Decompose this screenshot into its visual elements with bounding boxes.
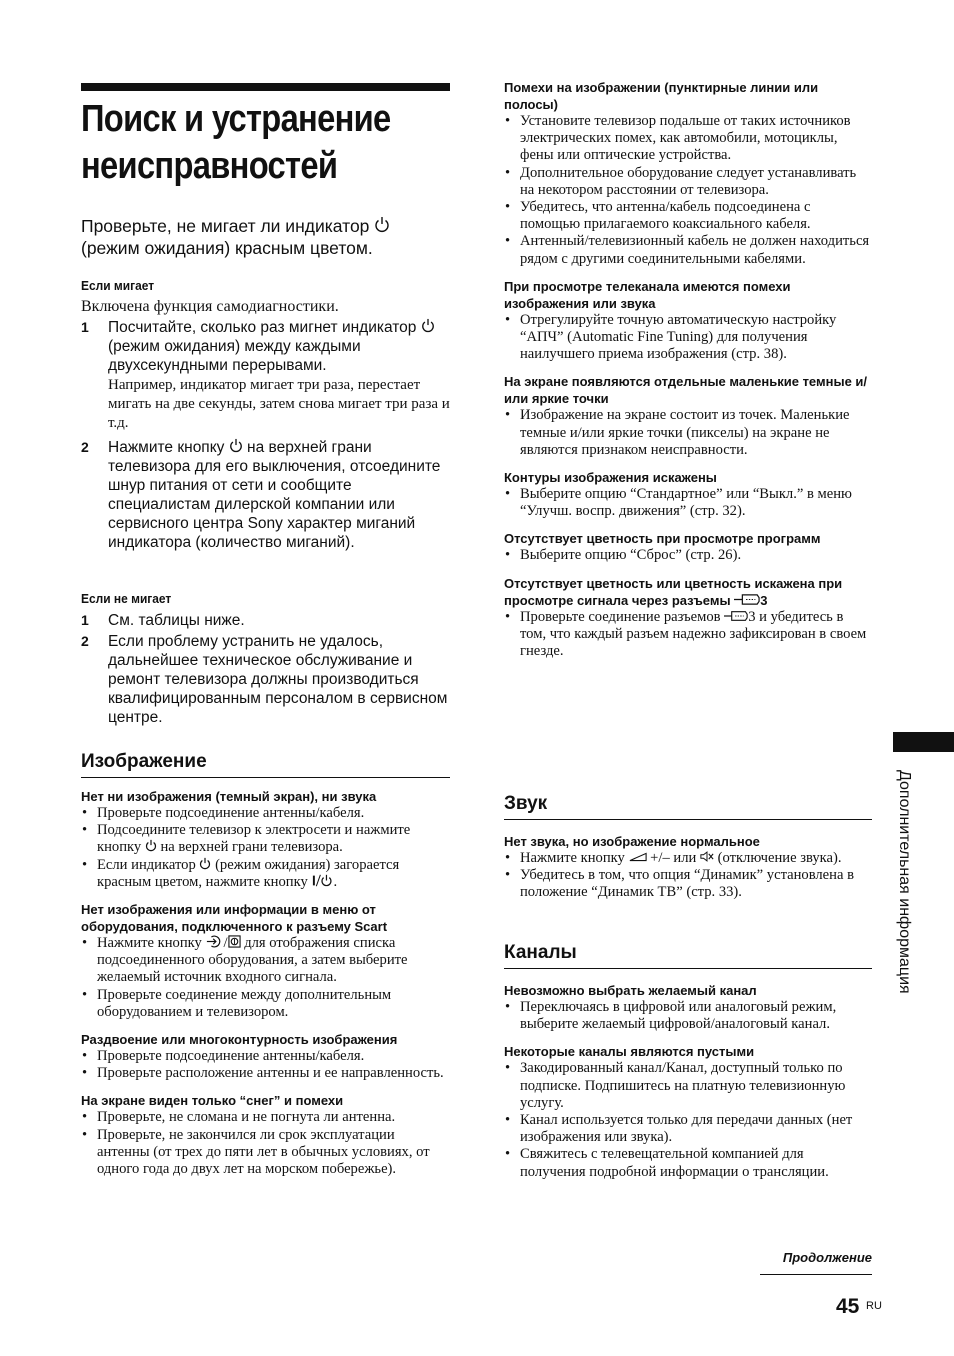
interference-list bbox=[504, 312, 872, 364]
list-item: • Проверьте соединение между дополнительным оборудованием и телевизором. bbox=[81, 987, 450, 1021]
no-color-list bbox=[504, 547, 872, 564]
not-blinking-section bbox=[81, 590, 451, 727]
external-input-icon bbox=[228, 935, 241, 948]
color-distorted-list bbox=[504, 609, 872, 661]
picture-problem-2-title: Нет изображения или информации в меню от оборудования, подключенного к разъему Scart bbox=[81, 902, 388, 935]
noise-title: Помехи на изображении (пунктирные линии или полосы) bbox=[504, 80, 819, 112]
page-number: 45 bbox=[836, 1295, 860, 1318]
blinking-step-1: 1 Посчитайте, сколько раз мигнет индикатор (режим ожидания) между каждыми двухсекундными перерывами. Например, индикатор мигает три раза, перестает мигать на две секунды, затем снова мигает три раза и т.д. bbox=[81, 319, 450, 431]
list-item: • Дополнительное оборудование следует устанавливать на некотором расстоянии от телевизора. bbox=[504, 165, 872, 199]
page-language: RU bbox=[866, 1300, 882, 1312]
picture-heading: Изображение bbox=[81, 750, 450, 778]
sound-heading: Звук bbox=[504, 792, 872, 820]
channels-problem-1-list bbox=[504, 999, 872, 1033]
list-item: • Убедитесь, что антенна/кабель подсоединена с помощью прилагаемого коаксиального кабеля. bbox=[504, 199, 872, 233]
power-standby-icon bbox=[311, 874, 333, 887]
power-icon bbox=[421, 318, 435, 333]
list-item: • Антенный/телевизионный кабель не должен находиться рядом с другими соединительными кабелями. bbox=[504, 233, 872, 267]
mute-icon bbox=[700, 850, 714, 863]
list-item: • Проверьте расположение антенны и ее направленность. bbox=[81, 1065, 450, 1082]
list-item: • Канал используется только для передачи данных (нет изображения или звука). bbox=[504, 1112, 872, 1146]
picture-problem-4-title: На экране виден только “снег” и помехи bbox=[81, 1093, 344, 1109]
list-item: • Выберите опцию “Сброс” (стр. 26). bbox=[504, 547, 872, 564]
picture-problem-1-list bbox=[81, 805, 450, 891]
picture-problem-4-list bbox=[81, 1109, 450, 1178]
list-item: • Подсоедините телевизор к электросети и нажмите кнопку на верхней грани телевизора. bbox=[81, 822, 450, 856]
blinking-intro: Включена функция самодиагностики. bbox=[81, 298, 339, 315]
lead-text: Проверьте, не мигает ли индикатор (режим ожидания) красным цветом. bbox=[81, 215, 451, 259]
picture-problem-1-title: Нет ни изображения (темный экран), ни звука bbox=[81, 789, 377, 804]
list-item: • Закодированный канал/Канал, доступный только по подписке. Подпишитесь на платную телевизионную услугу. bbox=[504, 1060, 872, 1112]
dots-title: На экране появляются отдельные маленькие темные и/или яркие точки bbox=[504, 374, 868, 407]
right-column bbox=[504, 79, 872, 660]
noise-list bbox=[504, 113, 872, 268]
interference-title: При просмотре телеканала имеются помехи изображения или звука bbox=[504, 278, 791, 311]
channels-section bbox=[504, 941, 872, 1181]
power-icon bbox=[145, 839, 157, 852]
list-item: • Выберите опцию “Стандартное” или “Выкл.” в меню “Улучш. воспр. движения” (стр. 32). bbox=[504, 486, 872, 520]
blinking-heading: Если мигает bbox=[81, 278, 155, 293]
channels-heading: Каналы bbox=[504, 941, 872, 969]
scart-connector-icon bbox=[734, 593, 760, 606]
picture-problem-2-list bbox=[81, 935, 450, 1021]
list-item: • Изображение на экране состоит из точек. Маленькие темные и/или яркие точки (пикселы) на экране не являются признаком неисправности. bbox=[504, 407, 872, 459]
blinking-step-1-note: Например, индикатор мигает три раза, перестает мигать на две секунды, затем снова мигает три раза и т.д. bbox=[108, 377, 450, 431]
picture-section bbox=[81, 750, 450, 1178]
list-item: • Переключаясь в цифровой или аналоговый режим, выберите желаемый цифровой/аналоговый канал. bbox=[504, 999, 872, 1033]
channels-problem-2-list bbox=[504, 1060, 872, 1180]
list-item: • Если индикатор (режим ожидания) загорается красным цветом, нажмите кнопку . bbox=[81, 857, 450, 891]
channels-problem-1-title: Невозможно выбрать желаемый канал bbox=[504, 983, 757, 998]
contours-title: Контуры изображения искажены bbox=[504, 470, 717, 486]
power-icon bbox=[229, 438, 243, 453]
input-select-icon bbox=[206, 935, 224, 948]
not-blinking-heading: Если не мигает bbox=[81, 591, 172, 606]
page-title: Поиск и устранение неисправностей bbox=[81, 98, 391, 187]
list-item: • Проверьте, не закончился ли срок эксплуатации антенны (от трех до пяти лет в обычных условиях, от одного года до двух лет на морском побережье). bbox=[81, 1127, 450, 1179]
no-color-title: Отсутствует цветность при просмотре программ bbox=[504, 531, 821, 547]
volume-icon bbox=[629, 852, 647, 862]
list-item: • Проверьте подсоединение антенны/кабеля. bbox=[81, 805, 450, 822]
not-blinking-step-2: 2 Если проблему устранить не удалось, дальнейшее техническое обслуживание и ремонт телевизора должны производиться квалифицированным персоналом в сервисном центре. bbox=[81, 633, 448, 726]
picture-problem-3-list bbox=[81, 1048, 450, 1082]
blinking-step-2: 2 Нажмите кнопку на верхней грани телевизора для его выключения, отсоедините шнур питания от сети и сообщите специалистам дилерской компании или сервисного центра Sony характер миганий индикатора (количество миганий). bbox=[81, 439, 441, 551]
power-icon bbox=[374, 216, 390, 233]
sound-problem-title: Нет звука, но изображение нормальное bbox=[504, 834, 760, 849]
not-blinking-step-1: 1 См. таблицы ниже. bbox=[81, 612, 245, 629]
list-item: • Свяжитесь с телевещательной компанией для получения подробной информации о трансляции. bbox=[504, 1146, 872, 1180]
list-item: • Проверьте подсоединение антенны/кабеля. bbox=[81, 1048, 450, 1065]
list-item: • Отрегулируйте точную автоматическую настройку “АПЧ” (Automatic Fine Tuning) для получения наилучшего приема изображения (стр. 38). bbox=[504, 312, 872, 364]
list-item: • Нажмите кнопку +/– или (отключение звука). bbox=[504, 850, 872, 867]
list-item: • Проверьте соединение разъемов 3 и убедитесь в том, что каждый разъем надежно зафиксирован в своем гнезде. bbox=[504, 609, 872, 661]
sound-problem-list bbox=[504, 850, 872, 902]
power-icon bbox=[199, 857, 211, 870]
blinking-section bbox=[81, 277, 451, 552]
list-item: • Убедитесь в том, что опция “Динамик” установлена в положение “Динамик ТВ” (стр. 33). bbox=[504, 867, 872, 901]
list-item: • Проверьте, не сломана и не погнута ли антенна. bbox=[81, 1109, 450, 1126]
list-item: • Установите телевизор подальше от таких источников электрических помех, как автомобили, мотоциклы, фены или оптические устройства. bbox=[504, 113, 872, 165]
color-distorted-title: Отсутствует цветность или цветность искажена при просмотре сигнала через разъемы 3 bbox=[504, 575, 843, 608]
picture-problem-3-title: Раздвоение или многоконтурность изображения bbox=[81, 1032, 398, 1048]
sound-section bbox=[504, 792, 872, 902]
continued-rule bbox=[760, 1274, 872, 1275]
continued-label: Продолжение bbox=[782, 1250, 872, 1265]
scart-connector-icon bbox=[724, 610, 748, 622]
section-tab-marker bbox=[893, 732, 954, 752]
channels-problem-2-title: Некоторые каналы являются пустыми bbox=[504, 1044, 755, 1060]
contours-list bbox=[504, 486, 872, 520]
dots-list bbox=[504, 407, 872, 459]
title-rule bbox=[81, 83, 450, 91]
side-section-label: Дополнительная информация bbox=[896, 770, 913, 994]
list-item: • Нажмите кнопку / для отображения списка подсоединенного оборудования, а затем выберите желаемый источник входного сигнала. bbox=[81, 935, 450, 987]
